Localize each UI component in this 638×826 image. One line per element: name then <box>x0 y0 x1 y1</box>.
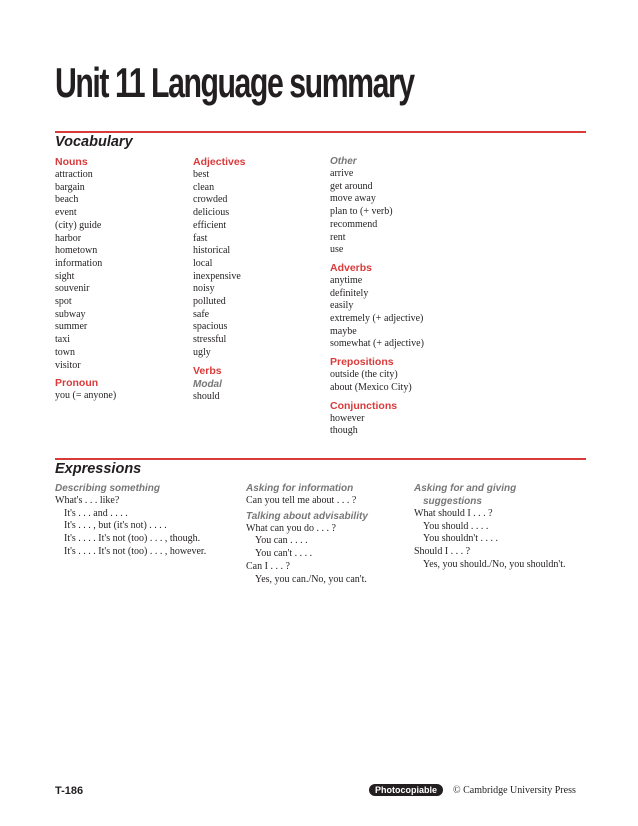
noun-item: subway <box>55 308 86 320</box>
adjective-item: efficient <box>193 219 227 231</box>
adverb-item: anytime <box>330 274 363 286</box>
preposition-item: about (Mexico City) <box>330 381 412 393</box>
pronoun-heading: Pronoun <box>55 377 99 390</box>
other-item: rent <box>330 231 346 243</box>
preposition-item: outside (the city) <box>330 369 398 381</box>
adjective-item: safe <box>193 308 210 320</box>
noun-item: bargain <box>55 181 85 193</box>
expressions-heading: Expressions <box>55 461 142 477</box>
adjective-item: historical <box>193 245 231 257</box>
other-item: plan to (+ verb) <box>330 206 393 218</box>
adverb-item: maybe <box>330 325 357 337</box>
advisability-column <box>246 482 368 586</box>
vocab-column-1 <box>55 155 116 403</box>
expression-line: You should . . . . <box>423 520 489 532</box>
adjective-item: spacious <box>193 321 228 333</box>
noun-item: town <box>55 346 75 358</box>
expression-line: Yes, you should./No, you shouldn't. <box>423 558 566 570</box>
adjective-item: noisy <box>193 283 215 295</box>
vocab-column-3 <box>330 155 424 438</box>
other-item: recommend <box>330 218 378 230</box>
vocab-column-2 <box>193 155 246 403</box>
noun-item: beach <box>55 194 79 206</box>
noun-item: spot <box>55 296 72 308</box>
expression-line: What can you do . . . ? <box>246 522 336 534</box>
nouns-heading: Nouns <box>55 156 88 168</box>
other-item: use <box>330 244 344 256</box>
adverb-item: definitely <box>330 287 369 299</box>
noun-item: taxi <box>55 334 70 346</box>
expression-line: What's . . . like? <box>55 495 120 506</box>
adjective-item: fast <box>193 232 208 244</box>
noun-item: information <box>55 257 103 269</box>
suggestions-heading: Asking for and giving <box>414 483 517 494</box>
advisability-heading: Talking about advisability <box>246 510 368 522</box>
verbs-heading: Verbs <box>193 364 222 377</box>
other-item: arrive <box>330 168 354 179</box>
expression-line: Should I . . . ? <box>414 546 471 558</box>
modal-heading: Modal <box>193 378 222 390</box>
noun-item: visitor <box>55 359 81 371</box>
adjective-item: clean <box>193 181 215 193</box>
adjective-item: local <box>193 257 213 269</box>
other-item: get around <box>330 180 373 192</box>
vocabulary-heading: Vocabulary <box>55 134 133 150</box>
noun-item: event <box>55 207 77 219</box>
other-item: move away <box>330 193 376 205</box>
adjective-item: crowded <box>193 194 228 206</box>
noun-item: attraction <box>55 169 93 180</box>
page-number: T-186 <box>55 785 84 797</box>
conjunction-item: though <box>330 425 358 437</box>
describing-heading: Describing something <box>55 483 161 494</box>
expression-line: It's . . . and . . . . <box>64 507 128 519</box>
expression-line: Yes, you can./No, you can't. <box>255 573 367 585</box>
copyright: © Cambridge University Press <box>453 785 576 796</box>
vocabulary-rule <box>55 131 586 133</box>
expression-line: What should I . . . ? <box>414 508 493 519</box>
noun-item: summer <box>55 321 88 333</box>
adjective-item: delicious <box>193 207 230 219</box>
noun-item: hometown <box>55 245 98 257</box>
noun-item: harbor <box>55 232 82 244</box>
noun-item: sight <box>55 270 75 282</box>
page-title: Unit 11 Language summary <box>55 59 414 106</box>
other-heading: Other <box>330 156 357 167</box>
expression-line: You can't . . . . <box>255 548 313 560</box>
prepositions-heading: Prepositions <box>330 356 394 369</box>
noun-item: souvenir <box>55 283 90 295</box>
expression-line: It's . . . , but (it's not) . . . . <box>64 520 167 532</box>
expression-line: It's . . . . It's not (too) . . . , though. <box>64 533 201 545</box>
expression-line: You shouldn't . . . . <box>423 533 498 545</box>
adverb-item: somewhat (+ adjective) <box>330 338 424 350</box>
conjunctions-heading: Conjunctions <box>330 399 398 412</box>
expressions-rule <box>55 458 586 460</box>
expression-line: Can you tell me about . . . ? <box>246 495 357 506</box>
noun-item: (city) guide <box>55 219 102 231</box>
describing-column <box>55 482 206 559</box>
expression-line: It's . . . . It's not (too) . . . , however. <box>64 545 207 557</box>
adjective-item: polluted <box>193 296 226 308</box>
expression-line: You can . . . . <box>255 535 308 547</box>
photocopiable-badge: Photocopiable <box>369 784 443 796</box>
pronoun-item: you (= anyone) <box>55 390 117 402</box>
adverb-item: extremely (+ adjective) <box>330 313 424 325</box>
adverb-item: easily <box>330 300 354 312</box>
asking-info-heading: Asking for information <box>246 483 354 494</box>
adverbs-heading: Adverbs <box>330 261 373 274</box>
conjunction-item: however <box>330 412 365 424</box>
adjective-item: inexpensive <box>193 270 241 282</box>
adjective-item: ugly <box>193 346 211 358</box>
verb-item: should <box>193 390 220 402</box>
suggestions-column <box>414 482 565 572</box>
suggestions-heading-cont: suggestions <box>423 496 482 507</box>
adjective-item: best <box>193 169 210 180</box>
expression-line: Can I . . . ? <box>246 560 290 572</box>
adjective-item: stressful <box>193 334 227 346</box>
adjectives-heading: Adjectives <box>193 156 246 168</box>
